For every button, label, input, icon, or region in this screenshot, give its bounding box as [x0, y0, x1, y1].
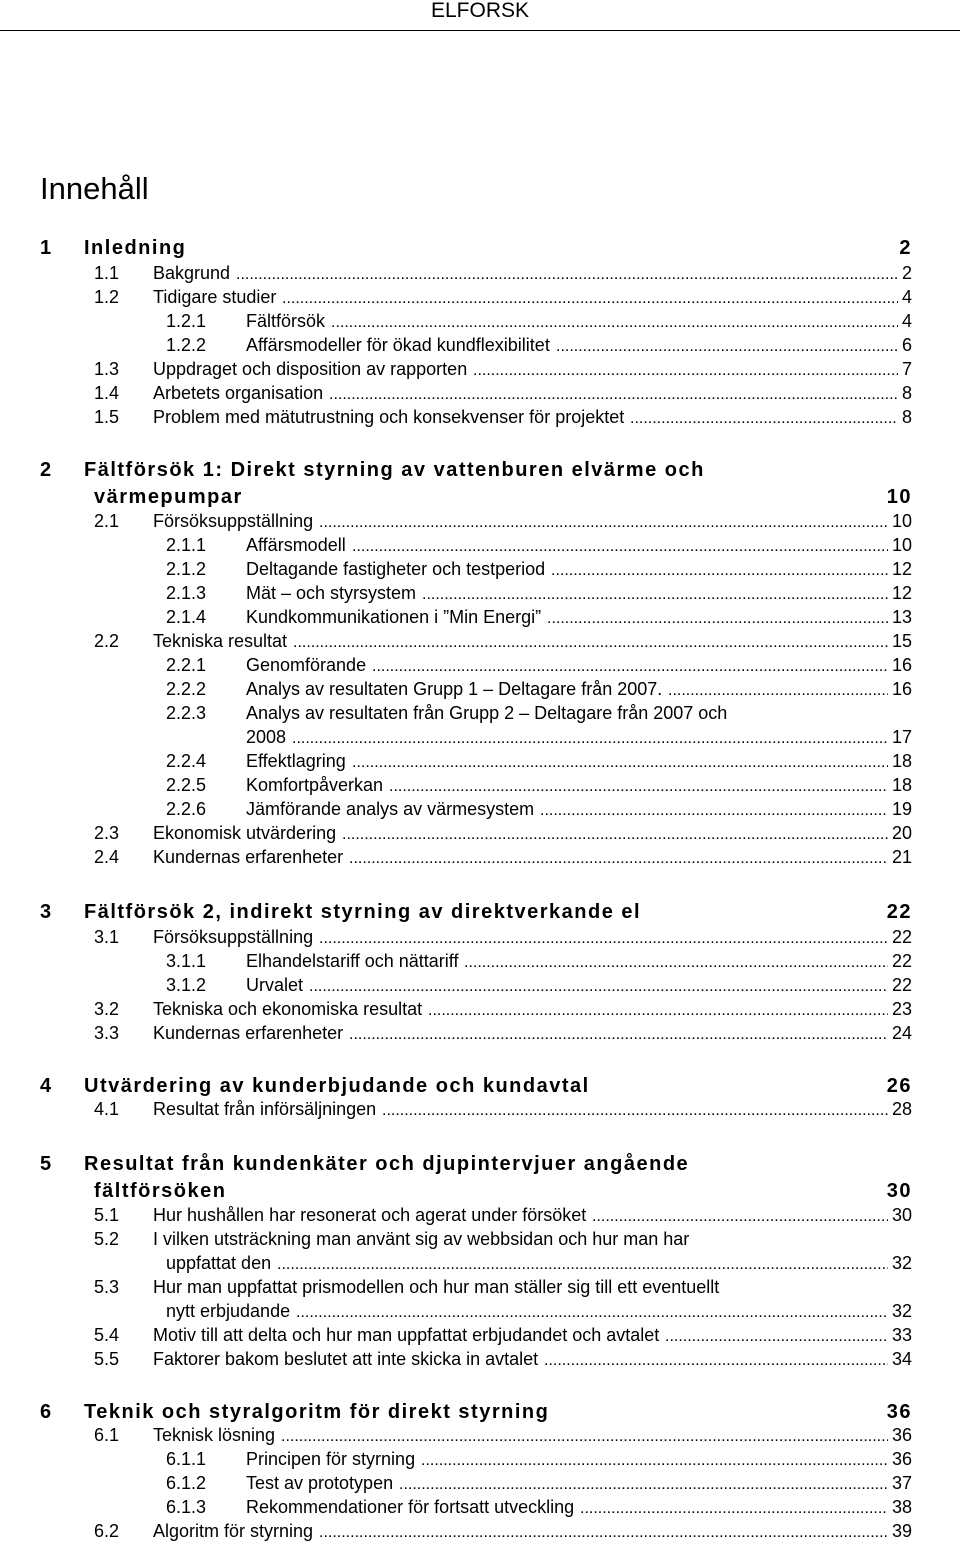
toc-entry-title: Resultat från kundenkäter och djupintervjuer angående: [84, 1153, 690, 1175]
toc-entry-title: Hur hushållen har resonerat och agerat under försöket: [153, 1205, 587, 1225]
toc-entry-title: Tekniska och ekonomiska resultat: [153, 999, 423, 1019]
toc-entry-title-continued: 2008: [246, 727, 287, 747]
toc-entry-number: 6.2: [94, 1521, 120, 1541]
toc-leader-dots: [372, 654, 888, 678]
toc-entry-title: Försöksuppställning: [153, 927, 314, 947]
toc-leader-dots: [282, 286, 898, 310]
toc-entry-page-number: 10: [891, 511, 912, 531]
toc-entry-page-number: 28: [891, 1099, 912, 1119]
toc-entry-title: Utvärdering av kunderbjudande och kundavtal: [84, 1075, 590, 1097]
toc-leader-dots: [309, 974, 888, 998]
toc-entry-page-number: 19: [891, 799, 912, 819]
toc-entry-number: 6: [40, 1401, 53, 1423]
toc-entry-page-number: 13: [891, 607, 912, 627]
toc-entry-title-continued: värmepumpar: [94, 486, 243, 508]
toc-leader-dots: [428, 998, 888, 1022]
toc-entry-number: 2.1.3: [166, 583, 207, 603]
toc-entry-title: Resultat från införsäljningen: [153, 1099, 377, 1119]
toc-entry-number: 5.3: [94, 1277, 120, 1297]
toc-leader-dots: [342, 822, 888, 846]
toc-entry-number: 6.1.1: [166, 1449, 207, 1469]
toc-entry-page-number: 10: [886, 486, 912, 508]
toc-entry-page-number: 32: [891, 1253, 912, 1273]
toc-entry-number: 5.2: [94, 1229, 120, 1249]
toc-entry-page-number: 30: [891, 1205, 912, 1225]
toc-entry-title: Principen för styrning: [246, 1449, 416, 1469]
header-title: ELFORSK: [430, 0, 530, 22]
toc-entry-number: 1.3: [94, 359, 120, 379]
toc-entry-number: 2.1: [94, 511, 120, 531]
toc-entry-title-continued: nytt erbjudande: [166, 1301, 291, 1321]
toc-entry-number: 5.4: [94, 1325, 120, 1345]
toc-entry-number: 6.1: [94, 1425, 120, 1445]
toc-entry-page-number: 4: [901, 311, 912, 331]
toc-leader-dots: [319, 1520, 888, 1544]
toc-entry-title: Deltagande fastigheter och testperiod: [246, 559, 546, 579]
toc-leader-dots: [352, 750, 888, 774]
toc-entry-title: Jämförande analys av värmesystem: [246, 799, 535, 819]
toc-entry-title: Fältförsök 2, indirekt styrning av direktverkande el: [84, 901, 642, 923]
toc-entry-page-number: 12: [891, 559, 912, 579]
toc-entry-page-number: 34: [891, 1349, 912, 1369]
toc-entry-title: Inledning: [84, 237, 187, 259]
toc-entry-page-number: 22: [886, 901, 912, 923]
toc-entry-title-continued: uppfattat den: [166, 1253, 272, 1273]
toc-entry-number: 1.2: [94, 287, 120, 307]
toc-entry-number: 3.1.2: [166, 975, 207, 995]
toc-entry-page-number: 32: [891, 1301, 912, 1321]
toc-entry-page-number: 20: [891, 823, 912, 843]
toc-title: Innehåll: [40, 171, 149, 206]
toc-entry-title: Fältförsök: [246, 311, 326, 331]
toc-entry-page-number: 6: [901, 335, 912, 355]
toc-entry-title: Affärsmodeller för ökad kundflexibilitet: [246, 335, 550, 355]
toc-entry-number: 2.4: [94, 847, 120, 867]
toc-entry-page-number: 17: [891, 727, 912, 747]
toc-entry-number: 1.2.1: [166, 311, 207, 331]
toc-entry-title: Kundkommunikationen i ”Min Energi”: [246, 607, 542, 627]
toc-leader-dots: [556, 334, 898, 358]
toc-entry-page-number: 2: [901, 263, 912, 283]
toc-leader-dots: [329, 382, 898, 406]
toc-entry-page-number: 7: [901, 359, 912, 379]
toc-entry-number: 1.1: [94, 263, 120, 283]
toc-entry-number: 5.5: [94, 1349, 120, 1369]
toc-entry-title: Teknisk lösning: [153, 1425, 276, 1445]
toc-entry-number: 2.1.2: [166, 559, 207, 579]
toc-leader-dots: [382, 1098, 888, 1122]
toc-entry-page-number: 22: [891, 975, 912, 995]
toc-entry-number: 6.1.2: [166, 1473, 207, 1493]
toc-entry-page-number: 2: [899, 237, 912, 259]
toc-entry-title: Urvalet: [246, 975, 304, 995]
toc-leader-dots: [389, 774, 888, 798]
toc-leader-dots: [277, 1252, 888, 1276]
toc-entry-number: 3.1.1: [166, 951, 207, 971]
toc-entry-page-number: 24: [891, 1023, 912, 1043]
toc-entry-page-number: 36: [891, 1425, 912, 1445]
toc-entry-page-number: 22: [891, 951, 912, 971]
toc-entry-title: Affärsmodell: [246, 535, 346, 555]
toc-entry-title: Kundernas erfarenheter: [153, 847, 344, 867]
toc-entry-page-number: 10: [891, 535, 912, 555]
toc-entry-number: 2: [40, 459, 53, 481]
toc-leader-dots: [236, 262, 898, 286]
toc-entry-title: Analys av resultaten från Grupp 2 – Deltagare från 2007 och: [246, 703, 728, 723]
toc-leader-dots: [281, 1424, 888, 1448]
toc-entry-title: Problem med mätutrustning och konsekvenser för projektet: [153, 407, 625, 427]
toc-entry-title: Tidigare studier: [153, 287, 277, 307]
toc-entry-number: 5.1: [94, 1205, 120, 1225]
toc-entry-title: Elhandelstariff och nättariff: [246, 951, 459, 971]
toc-leader-dots: [399, 1472, 888, 1496]
toc-entry-page-number: 15: [891, 631, 912, 651]
toc-entry-title: Tekniska resultat: [153, 631, 288, 651]
toc-entry-number: 2.1.1: [166, 535, 207, 555]
toc-entry-title: Fältförsök 1: Direkt styrning av vattenburen elvärme och: [84, 459, 705, 481]
toc-entry-number: 3.1: [94, 927, 120, 947]
toc-entry-title: Arbetets organisation: [153, 383, 324, 403]
toc-entry-page-number: 30: [886, 1180, 912, 1202]
toc-entry-page-number: 26: [886, 1075, 912, 1097]
toc-leader-dots: [422, 582, 888, 606]
toc-entry-page-number: 33: [891, 1325, 912, 1345]
toc-entry-title: Kundernas erfarenheter: [153, 1023, 344, 1043]
toc-leader-dots: [319, 510, 888, 534]
toc-leader-dots: [296, 1300, 888, 1324]
toc-leader-dots: [293, 630, 888, 654]
toc-leader-dots: [592, 1204, 888, 1228]
toc-entry-number: 1.5: [94, 407, 120, 427]
toc-entry-number: 5: [40, 1153, 53, 1175]
toc-entry-page-number: 38: [891, 1497, 912, 1517]
toc-entry-number: 2.3: [94, 823, 120, 843]
toc-entry-page-number: 23: [891, 999, 912, 1019]
toc-leader-dots: [630, 406, 898, 430]
toc-entry-number: 2.2.3: [166, 703, 207, 723]
toc-entry-title: Uppdraget och disposition av rapporten: [153, 359, 468, 379]
toc-leader-dots: [331, 310, 898, 334]
toc-leader-dots: [421, 1448, 888, 1472]
toc-entry-number: 2.2.2: [166, 679, 207, 699]
toc-entry-number: 4.1: [94, 1099, 120, 1119]
toc-entry-title: Genomförande: [246, 655, 367, 675]
toc-entry-title: I vilken utsträckning man använt sig av webbsidan och hur man har: [153, 1229, 690, 1249]
toc-leader-dots: [551, 558, 888, 582]
toc-entry-number: 4: [40, 1075, 53, 1097]
toc-leader-dots: [349, 1022, 888, 1046]
toc-entry-title: Effektlagring: [246, 751, 346, 771]
toc-leader-dots: [319, 926, 888, 950]
toc-entry-page-number: 16: [891, 655, 912, 675]
toc-entry-page-number: 22: [891, 927, 912, 947]
toc-entry-title: Faktorer bakom beslutet att inte skicka in avtalet: [153, 1349, 539, 1369]
toc-entry-number: 1: [40, 237, 53, 259]
toc-leader-dots: [292, 726, 888, 750]
toc-entry-number: 2.2.4: [166, 751, 207, 771]
toc-leader-dots: [464, 950, 888, 974]
toc-entry-title-continued: fältförsöken: [94, 1180, 227, 1202]
toc-entry-title: Hur man uppfattat prismodellen och hur man ställer sig till ett eventuellt: [153, 1277, 720, 1297]
toc-leader-dots: [547, 606, 888, 630]
toc-entry-page-number: 21: [891, 847, 912, 867]
toc-leader-dots: [580, 1496, 888, 1520]
toc-leader-dots: [352, 534, 888, 558]
toc-leader-dots: [544, 1348, 888, 1372]
toc-entry-title: Mät – och styrsystem: [246, 583, 417, 603]
toc-entry-number: 6.1.3: [166, 1497, 207, 1517]
toc-entry-page-number: 12: [891, 583, 912, 603]
toc-entry-number: 3.3: [94, 1023, 120, 1043]
toc-leader-dots: [665, 1324, 888, 1348]
toc-entry-number: 1.2.2: [166, 335, 207, 355]
toc-leader-dots: [540, 798, 888, 822]
toc-entry-title: Rekommendationer för fortsatt utveckling: [246, 1497, 575, 1517]
toc-entry-title: Ekonomisk utvärdering: [153, 823, 337, 843]
toc-entry-page-number: 8: [901, 383, 912, 403]
toc-entry-title: Algoritm för styrning: [153, 1521, 314, 1541]
toc-entry-page-number: 36: [891, 1449, 912, 1469]
toc-entry-number: 2.2: [94, 631, 120, 651]
toc-entry-number: 2.2.1: [166, 655, 207, 675]
toc-entry-number: 2.1.4: [166, 607, 207, 627]
toc-entry-page-number: 18: [891, 775, 912, 795]
page-header: [0, 0, 960, 31]
toc-entry-title: Test av prototypen: [246, 1473, 394, 1493]
toc-entry-number: 2.2.6: [166, 799, 207, 819]
toc-entry-title: Teknik och styralgoritm för direkt styrning: [84, 1401, 550, 1423]
toc-entry-title: Komfortpåverkan: [246, 775, 384, 795]
toc-leader-dots: [349, 846, 888, 870]
toc-entry-title: Motiv till att delta och hur man uppfattat erbjudandet och avtalet: [153, 1325, 660, 1345]
toc-entry-number: 3: [40, 901, 53, 923]
toc-entry-title: Bakgrund: [153, 263, 231, 283]
toc-entry-title: Analys av resultaten Grupp 1 – Deltagare från 2007.: [246, 679, 663, 699]
toc-leader-dots: [668, 678, 888, 702]
toc-entry-number: 2.2.5: [166, 775, 207, 795]
toc-entry-page-number: 39: [891, 1521, 912, 1541]
toc-entry-page-number: 37: [891, 1473, 912, 1493]
toc-entry-page-number: 16: [891, 679, 912, 699]
toc-entry-page-number: 8: [901, 407, 912, 427]
toc-entry-page-number: 36: [886, 1401, 912, 1423]
toc-entry-number: 3.2: [94, 999, 120, 1019]
toc-entry-title: Försöksuppställning: [153, 511, 314, 531]
toc-entry-page-number: 4: [901, 287, 912, 307]
toc-entry-number: 1.4: [94, 383, 120, 403]
toc-entry-page-number: 18: [891, 751, 912, 771]
toc-leader-dots: [473, 358, 898, 382]
